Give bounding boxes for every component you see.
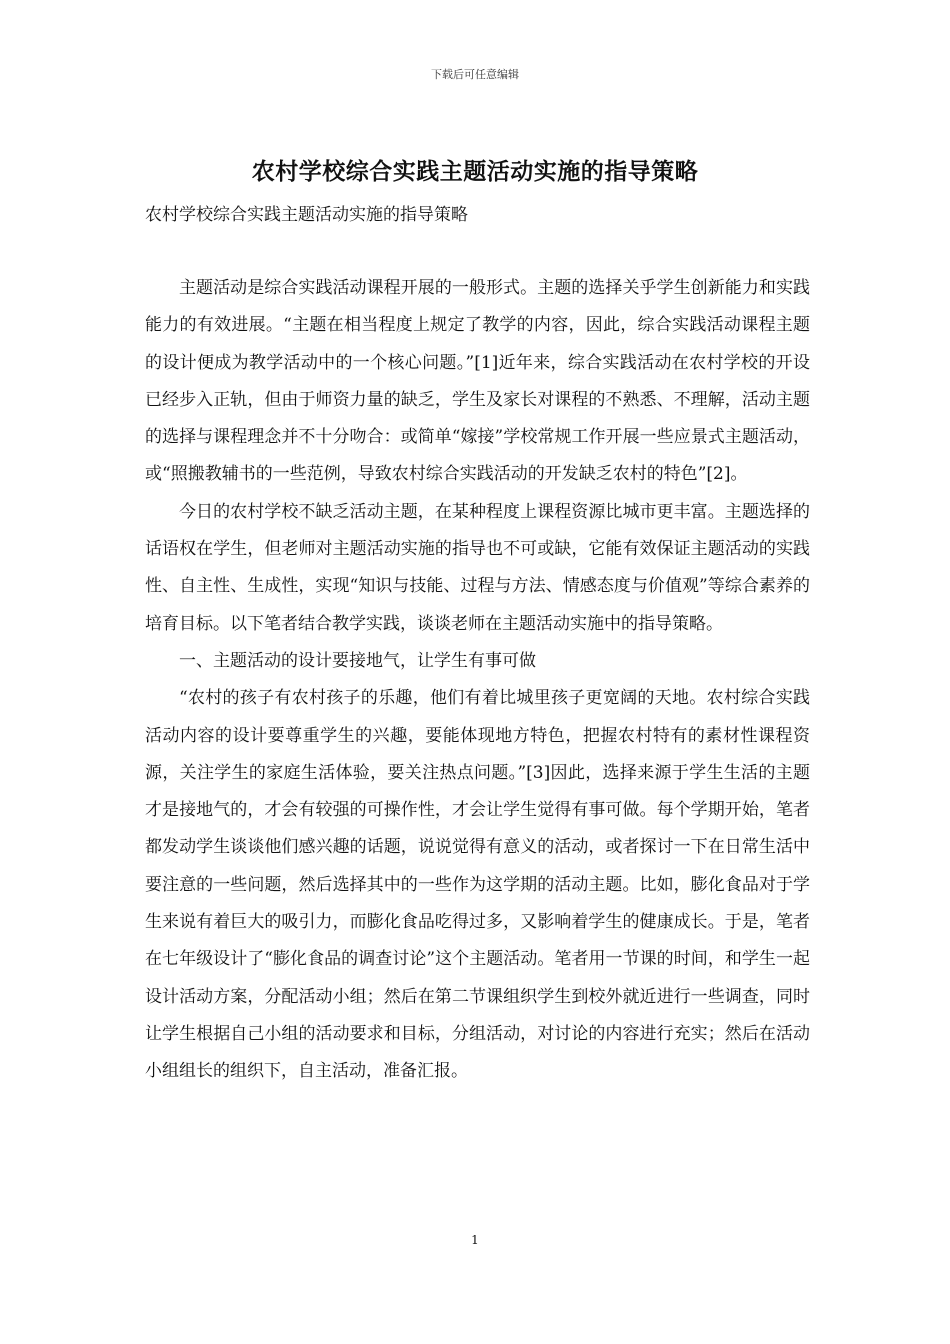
document-subtitle: 农村学校综合实践主题活动实施的指导策略 <box>145 205 468 225</box>
paragraph-intro: 主题活动是综合实践活动课程开展的一般形式。主题的选择关乎学生创新能力和实践能力的有效进展。“主题在相当程度上规定了教学的内容，因此，综合实践活动课程主题的设计便成为教学活动中的一个核心问题。”[1]近年来，综合实践活动在农村学校的开设已经步入正轨，但由于师资力量的缺乏，学生及家长对课程的不熟悉、不理解，活动主题的选择与课程理念并不十分吻合：或简单“嫁接”学校常规工作开展一些应景式主题活动，或“照搬教辅书的一些范例，导致农村综合实践活动的开发缺乏农村的特色”[2]。 <box>145 278 810 485</box>
section-heading-1: 一、主题活动的设计要接地气，让学生有事可做 <box>179 650 536 671</box>
document-title: 农村学校综合实践主题活动实施的指导策略 <box>251 158 699 185</box>
header-note: 下载后可任意编辑 <box>431 68 519 81</box>
document-body <box>145 270 810 1091</box>
paragraph-section-1: “农村的孩子有农村孩子的乐趣，他们有着比城里孩子更宽阔的天地。农村综合实践活动内容的设计要尊重学生的兴趣，要能体现地方特色，把握农村特有的素材性课程资源，关注学生的家庭生活体验，要关注热点问题。”[3]因此，选择来源于学生生活的主题才是接地气的，才会有较强的可操作性，才会让学生觉得有事可做。每个学期开始，笔者都发动学生谈谈他们感兴趣的话题，说说觉得有意义的活动，或者探讨一下在日常生活中要注意的一些问题，然后选择其中的一些作为这学期的活动主题。比如，膨化食品对于学生来说有着巨大的吸引力，而膨化食品吃得过多，又影响着学生的健康成长。于是，笔者在七年级设计了“膨化食品的调查讨论”这个主题活动。笔者用一节课的时间，和学生一起设计活动方案，分配活动小组；然后在第二节课组织学生到校外就近进行一些调查，同时让学生根据自己小组的活动要求和目标，分组活动，对讨论的内容进行充实；然后在活动小组组长的组织下，自主活动，准备汇报。 <box>145 688 810 1082</box>
paragraph-context: 今日的农村学校不缺乏活动主题，在某种程度上课程资源比城市更丰富。主题选择的话语权在学生，但老师对主题活动实施的指导也不可或缺，它能有效保证主题活动的实践性、自主性、生成性，实现“知识与技能、过程与方法、情感态度与价值观”等综合素养的培育目标。以下笔者结合教学实践，谈谈老师在主题活动实施中的指导策略。 <box>145 501 810 634</box>
page-number: 1 <box>471 1233 479 1247</box>
